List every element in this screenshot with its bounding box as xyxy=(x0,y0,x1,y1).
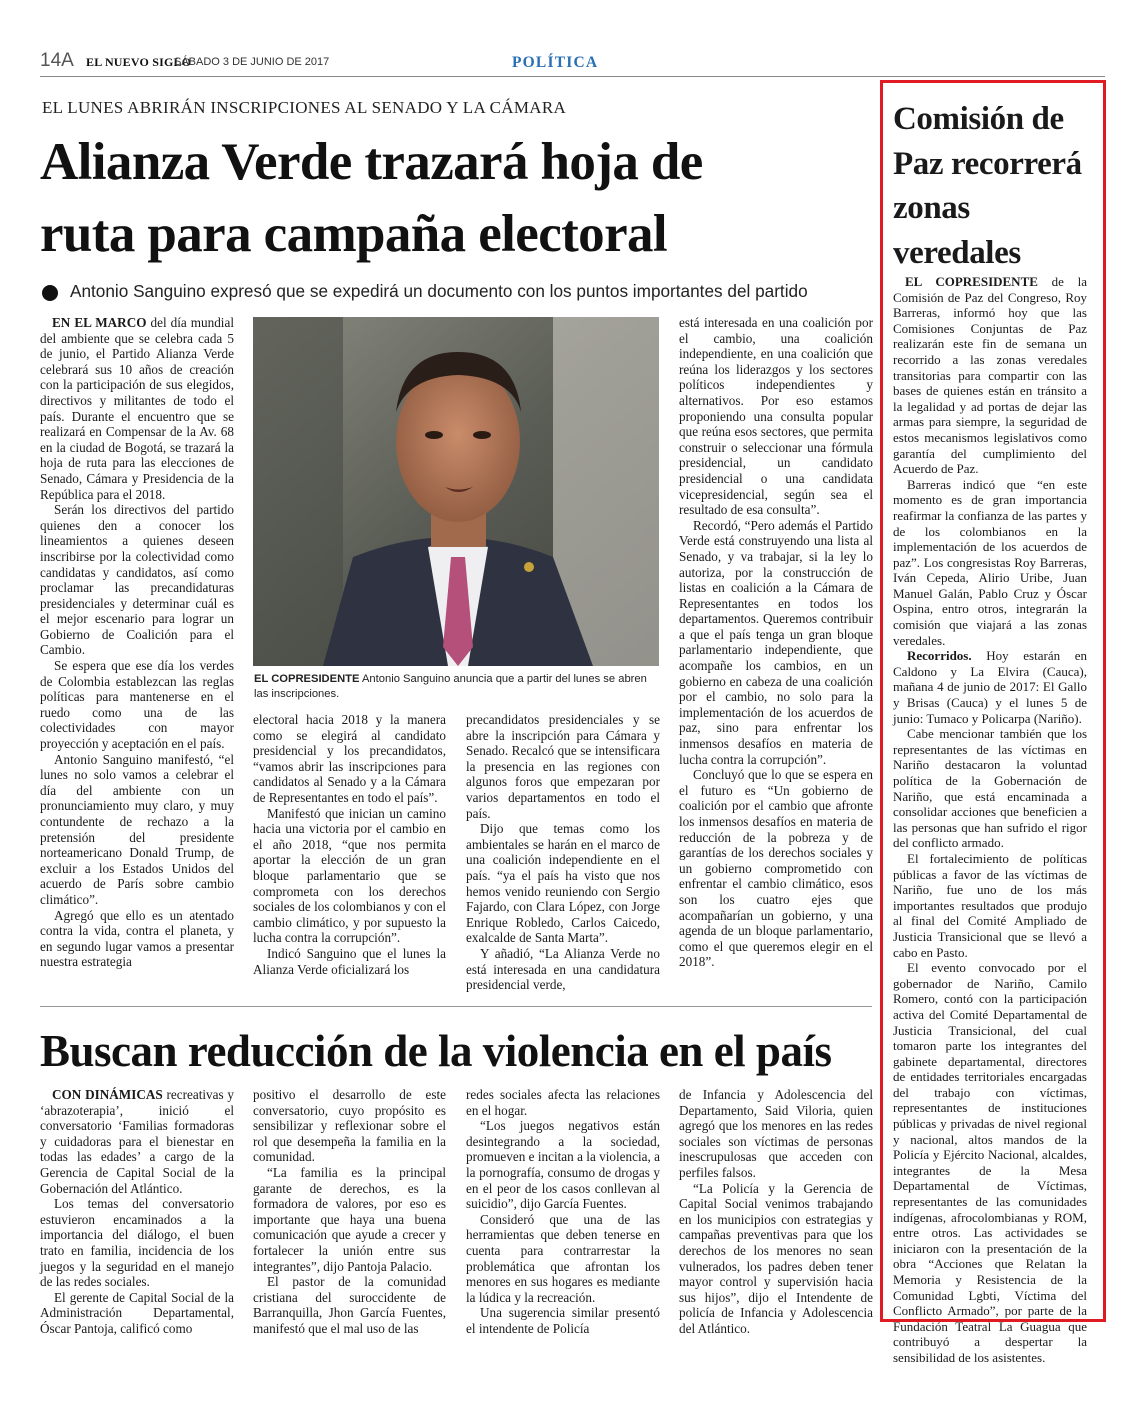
photo-antonio-sanguino xyxy=(253,317,659,666)
paragraph: Se espera que ese día los verdes de Colombia establezcan las reglas políticas para mantenerse en el ruedo como una de las colectividades con mayor proyección y aceptación en el país. xyxy=(40,658,234,752)
page-number: 14A xyxy=(40,50,74,71)
sidebar-headline-line: Paz recorrerá xyxy=(893,145,1082,182)
paragraph: electoral hacia 2018 y la manera como se elegirá al candidato presidencial y los precandidatos, “vamos abrir las inscripciones para candidatos al Senado y a la Cámara de Representantes en todo el país”. xyxy=(253,712,446,805)
article-divider xyxy=(40,1006,872,1007)
lead-words: CON DINÁMICAS xyxy=(52,1087,163,1102)
paragraph: Indicó Sanguino que el lunes la Alianza Verde oficializará los xyxy=(253,945,446,977)
paragraph: recreativas y ‘abrazoterapia’, inició el conversatorio ‘Familias formadoras y cuidadoras para el bienestar en todas las edades’ a cargo de la Gerencia de Capital Social de la Gobernación del Atlántico. xyxy=(40,1087,234,1196)
sidebar-headline xyxy=(893,97,1098,275)
header-rule xyxy=(40,76,1105,77)
main-col-2 xyxy=(253,712,446,977)
issue-date: SÁBADO 3 DE JUNIO DE 2017 xyxy=(174,56,330,68)
paragraph: El evento convocado por el gobernador de Nariño, Camilo Romero, contó con la participación activa del Comité Departamental de Justicia Transicional, del cual tomaron parte los integrantes del gabinete departamental, directores de entidades territoriales encargadas del trabajo con víctimas, representantes de instituciones públicas y privadas de nivel regional y nacional, altos mandos de la Policía y Ejército Nacional, alcaldes, integrantes de la Mesa Departamental de Víctimas, representantes de las comunidades indígenas, afrocolombianas y ROM, entre otros. Las actividades se iniciaron con la presentación de la obra “Acciones que Relatan la Memoria y Resistencia de la Comunidad Lgbti, Víctima del Conflicto Armado”, por parte de la Fundación Teatral La Guagua que contribuyó a despertar la sensibilidad de los asistentes. xyxy=(893,960,1087,1365)
paragraph: de Infancia y Adolescencia del Departamento, Said Viloria, quien agregó que los menores en las redes sociales son víctimas de personas inescrupulosas que acceden con perfiles falsos. xyxy=(679,1087,873,1180)
photo-caption xyxy=(254,672,659,701)
paragraph: Barreras indicó que “en este momento es de gran importancia reafirmar la confianza de las partes y de los colombianos en la implementación de los acuerdos de paz”. Los congresistas Roy Barreras, Iván Cepeda, Alirio Uribe, Juan Manuel Galán, Pablo Cruz y Óscar Ospina, entro otros, integrarán la comisión que viajará a las zonas veredales. xyxy=(893,476,1087,648)
lead-words: EN EL MARCO xyxy=(52,315,147,330)
paragraph: “La Policía y la Gerencia de Capital Social venimos trabajando en los municipios con estrategias y campañas preventivas para que los derechos de los menores no sean vulnerados, los padres deben tener mayor control y supervisión hacia sus hijos”, dijo el Intendente de policía de Infancia y Adolescencia del Atlántico. xyxy=(679,1180,873,1336)
caption-text: Antonio Sanguino anuncia que a partir del lunes se abren las inscripciones. xyxy=(254,673,647,700)
second-col-3 xyxy=(466,1087,660,1337)
caption-lead: EL COPRESIDENTE xyxy=(254,673,360,685)
summary: Antonio Sanguino expresó que se expedirá un documento con los puntos importantes del partido xyxy=(70,281,808,301)
sidebar-headline-line: veredales xyxy=(893,234,1021,271)
paragraph: Dijo que temas como los ambientales se harán en el marco de una coalición independiente en el país. “ya el país ha visto que nos hemos venido reuniendo con Sergio Fajardo, con Clara López, con Jorge Enrique Robledo, Carlos Caicedo, exalcalde de Santa Marta”. xyxy=(466,821,660,946)
paragraph: Y añadió, “La Alianza Verde no está interesada en una candidatura presidencial verde, xyxy=(466,945,660,993)
paragraph: está interesada en una coalición por el cambio, una coalición independiente, en una coalición que reúna los liderazgos y los sectores políticos independientes y alternativos. Por eso estamos proponiendo una consulta popular que reúna esos sectores, que permita construir o seleccionar una fórmula presidencial, un candidato presidencial o una candidata vicepresidencial, según sea el resultado de esa consulta”. xyxy=(679,315,873,518)
paragraph: del día mundial del ambiente que se celebra cada 5 de junio, el Partido Alianza Verde celebrará sus 10 años de creación con la participación de sus elegidos, directivos y militantes de todo el país. Durante el encuentro que se realizará en Compensar de la Av. 68 en la ciudad de Bogotá, se trazará la hoja de ruta para las elecciones de Senado, Cámara y Presidencia de la República para el 2018. xyxy=(40,315,234,502)
paragraph: positivo el desarrollo de este conversatorio, cuyo propósito es sensibilizar y reflexionar sobre el rol que desempeña la familia en la comunidad. xyxy=(253,1087,446,1165)
second-col-4 xyxy=(679,1087,873,1337)
main-col-4 xyxy=(679,315,873,970)
paragraph: “Los juegos negativos están desintegrando a la sociedad, promueven e incitan a la violencia, a la pornografía, consumo de drogas y en el peor de los casos conllevan al suicidio”, dijo García Fuentes. xyxy=(466,1118,660,1212)
paragraph: Consideró que una de las herramientas que deben tenerse en cuenta para contrarrestar la problemática que afrontan los menores en sus hogares es mediante la lúdica y la recreación. xyxy=(466,1211,660,1305)
sidebar-body xyxy=(893,274,1087,1366)
section-name: POLÍTICA xyxy=(512,54,599,71)
paragraph: redes sociales afecta las relaciones en el hogar. xyxy=(466,1087,660,1118)
paragraph: Antonio Sanguino manifestó, “el lunes no solo vamos a celebrar el día del ambiente con un pronunciamiento muy claro, y muy contundente de rechazo a la pretensión del presidente norteamericano Donald Trump, de excluir a los Estados Unidos del acuerdo de París sobre cambio climático”. xyxy=(40,751,234,907)
paragraph: Serán los directivos del partido quienes den a conocer los lineamientos a quienes deseen inscribirse por la colectividad como candidatas y candidatos, así como proclamar las precandidaturas presidenciales y determinar cuál es el mejor escenario para lograr un Gobierno de Coalición para el Cambio. xyxy=(40,502,234,658)
paragraph: Agregó que ello es un atentado contra la vida, contra el planeta, y en segundo lugar vamos a presentar nuestra estrategia xyxy=(40,907,234,970)
portrait-illustration xyxy=(253,317,659,666)
paragraph: “La familia es la principal garante de derechos, es la formadora de valores, por eso es importante que haya una buena comunicación que ayude a crecer y fortalecer la unión entre sus integrantes”, dijo Pantoja Palacio. xyxy=(253,1164,446,1274)
headline-line-2: ruta para campaña electoral xyxy=(40,205,668,263)
paragraph: Concluyó que lo que se espera en el futuro es “Un gobierno de coalición por el cambio que afronte los inmensos desafíos en materia de reducción de la pobreza y de garantías de los derechos sociales y un gobierno comprometido con enfrentar el cambio climático, esos son los cuatro ejes que acompañarían un gobierno, y una agenda de un bloque parlamentario, como el que queremos elegir en el 2018”. xyxy=(679,767,873,970)
paragraph: Cabe mencionar también que los representantes de las víctimas en Nariño destacaron la voluntad política de la Gobernación de Nariño, que está encaminada a consolidar acciones que beneficien a las personas que han sufrido el rigor del conflicto armado. xyxy=(893,726,1087,851)
paragraph: El pastor de la comunidad cristiana del suroccidente de Barranquilla, Jhon García Fuentes, manifestó que el mal uso de las xyxy=(253,1274,446,1336)
lead-words: EL COPRESIDENTE xyxy=(905,274,1038,289)
paragraph: Una sugerencia similar presentó el intendente de Policía xyxy=(466,1305,660,1336)
main-col-1 xyxy=(40,315,234,970)
sidebar-headline-line: Comisión de xyxy=(893,101,1064,137)
bullet-icon xyxy=(42,285,58,301)
paragraph: Los temas del conversatorio estuvieron encaminados a la importancia del diálogo, el buen trato en familia, incidencia de los juegos y la seguridad en el manejo de las redes sociales. xyxy=(40,1196,234,1290)
newspaper-name: EL NUEVO SIGLO xyxy=(86,55,192,69)
paragraph: precandidatos presidenciales y se abre la inscripción para Cámara y Senado. Recalcó que se intensificara la presencia en las regiones con algunos foros que empezaran por varios departamentos en todo el país. xyxy=(466,712,660,821)
subhead: Recorridos. xyxy=(907,648,972,664)
kicker: EL LUNES ABRIRÁN INSCRIPCIONES AL SENADO Y LA CÁMARA xyxy=(42,98,567,117)
main-col-3 xyxy=(466,712,660,993)
sidebar-headline-line: zonas xyxy=(893,190,970,226)
paragraph: Hoy estarán en Caldono y La Elvira (Cauca), mañana 4 de junio de 2017: El Gallo y Brisas (Cauca) y el lunes 5 de junio: Tumaco y Policarpa (Nariño). xyxy=(893,648,1087,726)
paragraph: El gerente de Capital Social de la Administración Departamental, Óscar Pantoja, calificó como xyxy=(40,1289,234,1336)
paragraph: Manifestó que inician un camino hacia una victoria por el cambio en el año 2018, “que nos permita aportar la elección de un gran bloque parlamentario que se comprometa con los derechos sociales de los colombianos y con el cambio climático, y por supuesto la lucha contra la corrupción”. xyxy=(253,805,446,946)
second-col-2 xyxy=(253,1087,446,1337)
second-col-1 xyxy=(40,1087,234,1337)
headline-line-1: Alianza Verde trazará hoja de xyxy=(40,133,703,191)
paragraph: de la Comisión de Paz del Congreso, Roy Barreras, informó hoy que las Comisiones Conjuntas de Paz realizarán este fin de semana un recorrido a las zonas veredales transitorias para compartir con las bases de quienes están en tránsito a la legalidad y ad portas de dejar las armas para siempre, la seguridad de estos mecanismos legislativos como garantía del cumplimiento del Acuerdo de Paz. xyxy=(893,274,1088,477)
second-headline: Buscan reducción de la violencia en el país xyxy=(40,1026,832,1076)
paragraph: El fortalecimiento de políticas públicas a favor de las víctimas de Nariño, fue uno de los más importantes resultados que produjo al final del Comité Ampliado de Justicia Transicional que se llevó a cabo en Pasto. xyxy=(893,850,1087,960)
paragraph: Recordó, “Pero además el Partido Verde está construyendo una lista al Senado, y va trabajar, si la ley lo autoriza, por la construcción de listas en coalición a la Cámara de Representantes en todos los departamentos. Queremos contribuir a que el país tenga un gran bloque parlamentario independiente, que acompañe los cambios, en un gobierno en cabeza de una coalición por el cambio, no solo para la implementación de los acuerdos de paz, sino para enfrentar los inmensos desafíos en materia de lucha contra la corrupción”. xyxy=(679,517,873,767)
